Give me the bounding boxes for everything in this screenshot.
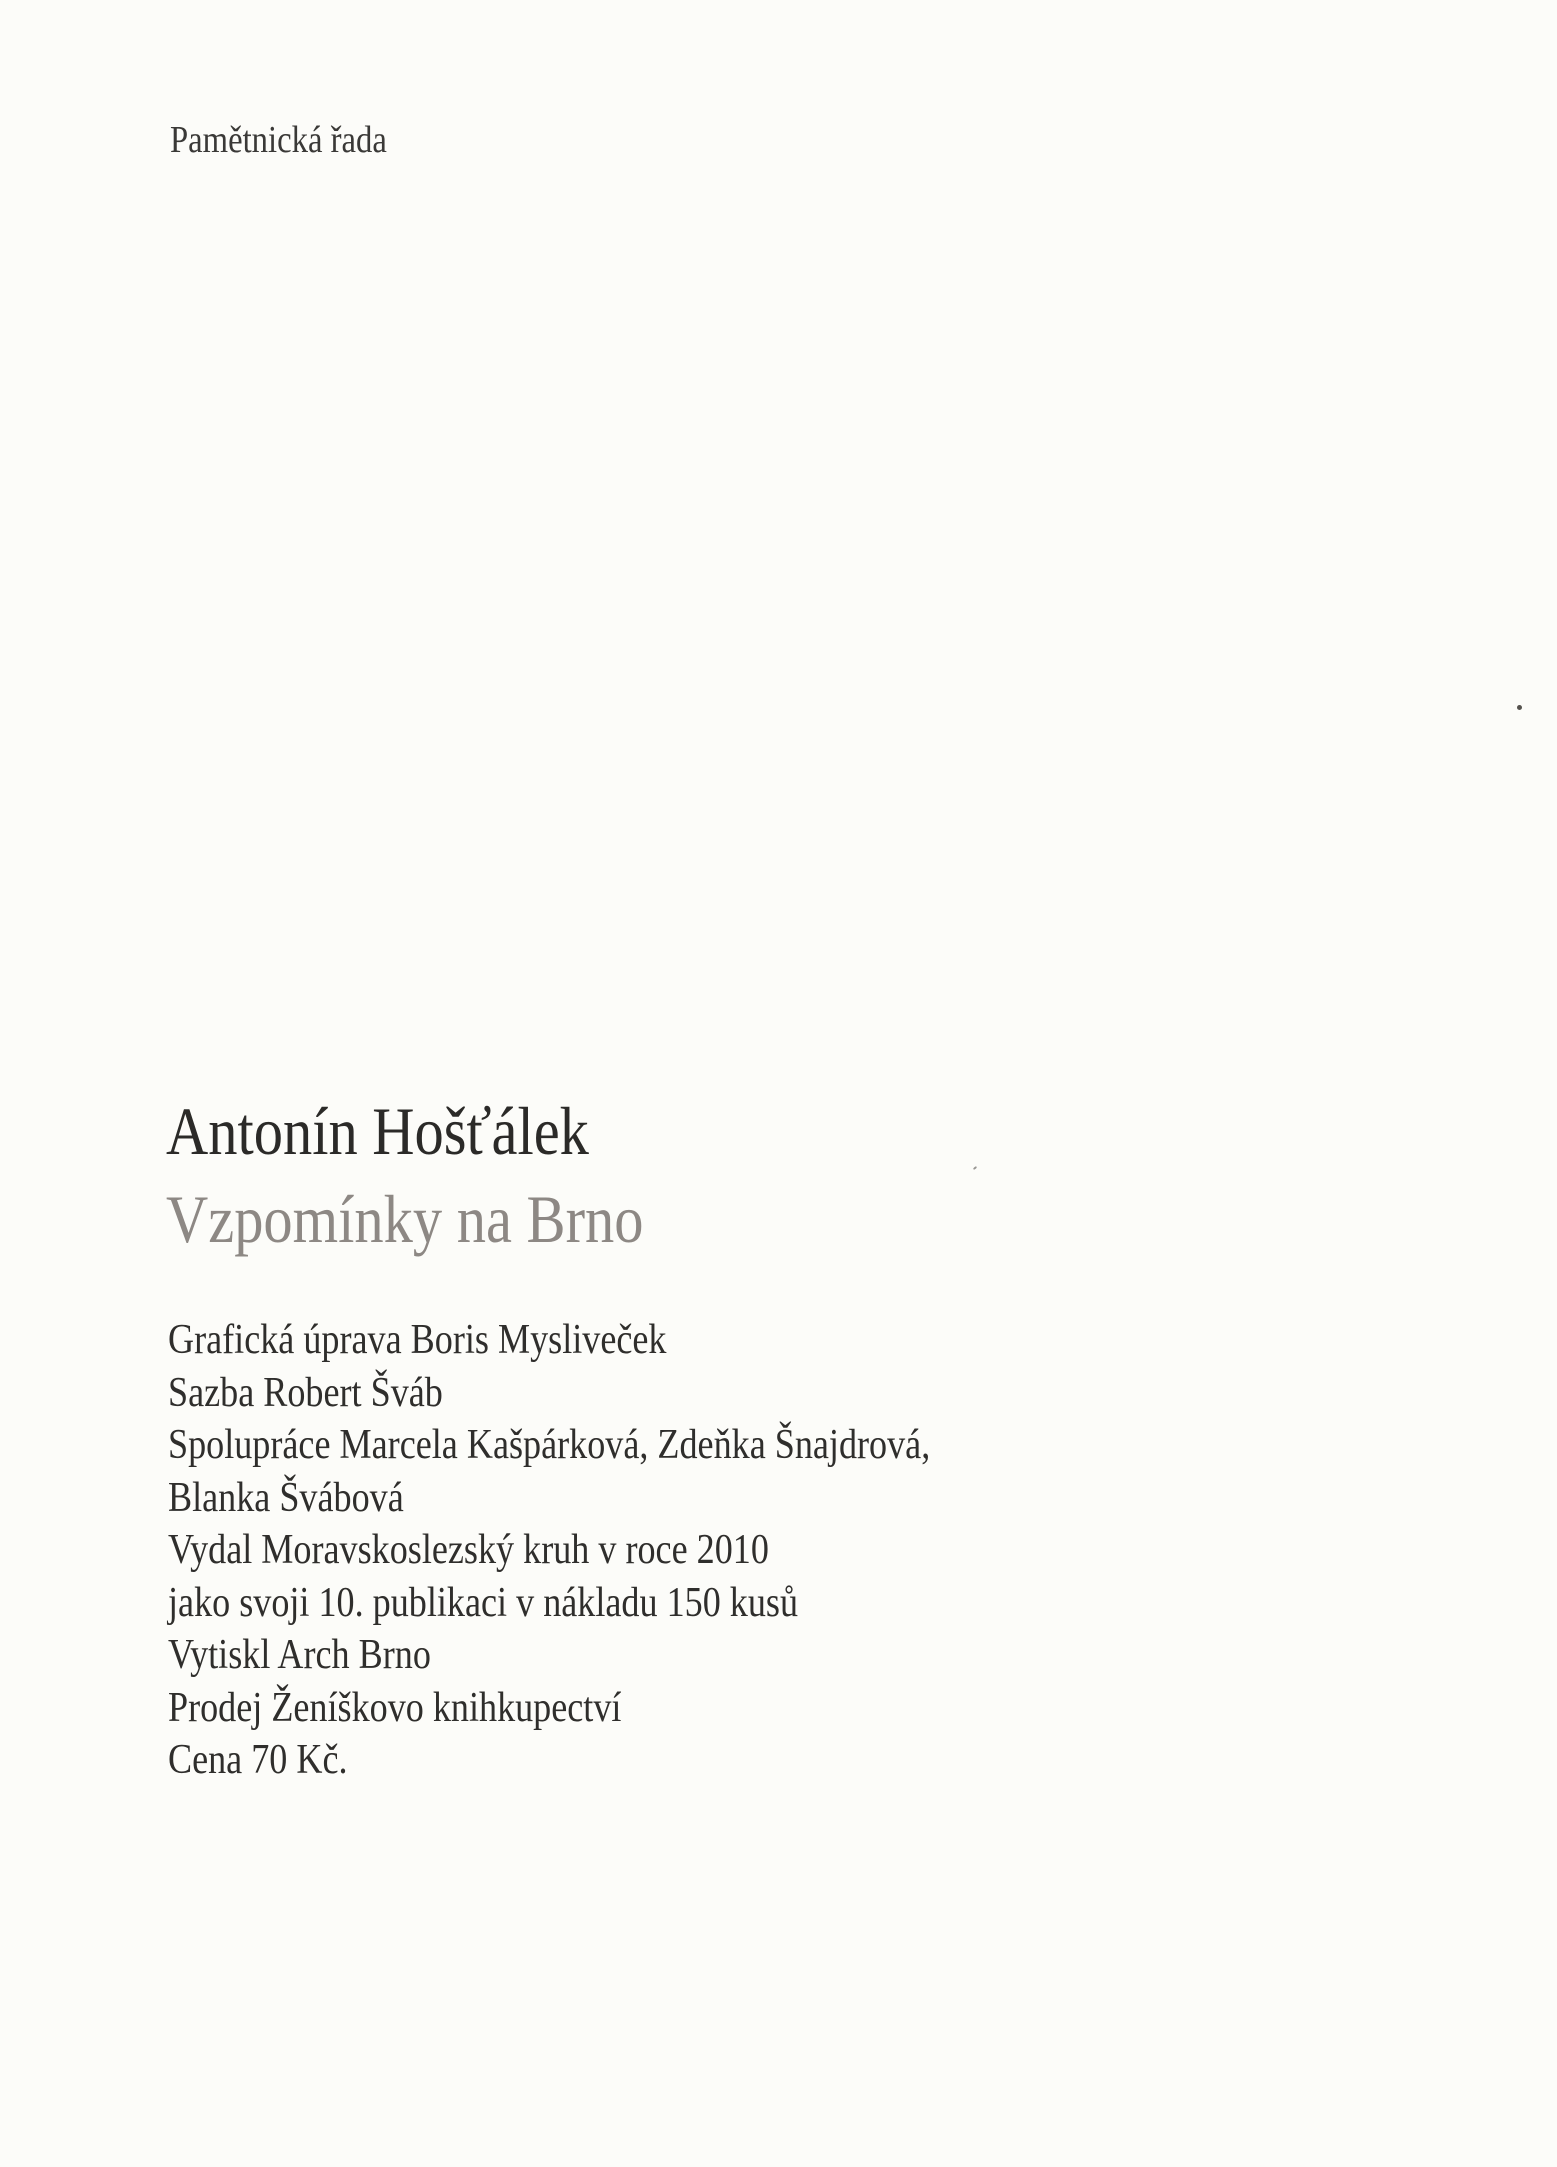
colophon-line: Cena 70 Kč. — [168, 1737, 348, 1783]
colophon — [168, 1314, 930, 1787]
book-title: Vzpomínky na Brno — [166, 1181, 644, 1257]
series-name: Pamětnická řada — [170, 119, 387, 161]
colophon-line: Spolupráce Marcela Kašpárková, Zdeňka Šnajdrová, — [168, 1422, 931, 1468]
paper-speck — [1517, 705, 1522, 710]
colophon-line: Vytiskl Arch Brno — [168, 1632, 431, 1678]
colophon-line: Blanka Švábová — [168, 1474, 404, 1521]
colophon-line: jako svoji 10. publikaci v nákladu 150 kusů — [168, 1579, 799, 1626]
colophon-line: Grafická úprava Boris Mysliveček — [168, 1317, 667, 1363]
colophon-line: Vydal Moravskoslezský kruh v roce 2010 — [168, 1527, 769, 1573]
author-name: Antonín Hošťálek — [166, 1093, 589, 1169]
paper-speck — [973, 1166, 977, 1170]
colophon-line: Prodej Ženíškovo knihkupectví — [168, 1684, 622, 1731]
colophon-line: Sazba Robert Šváb — [168, 1369, 443, 1416]
